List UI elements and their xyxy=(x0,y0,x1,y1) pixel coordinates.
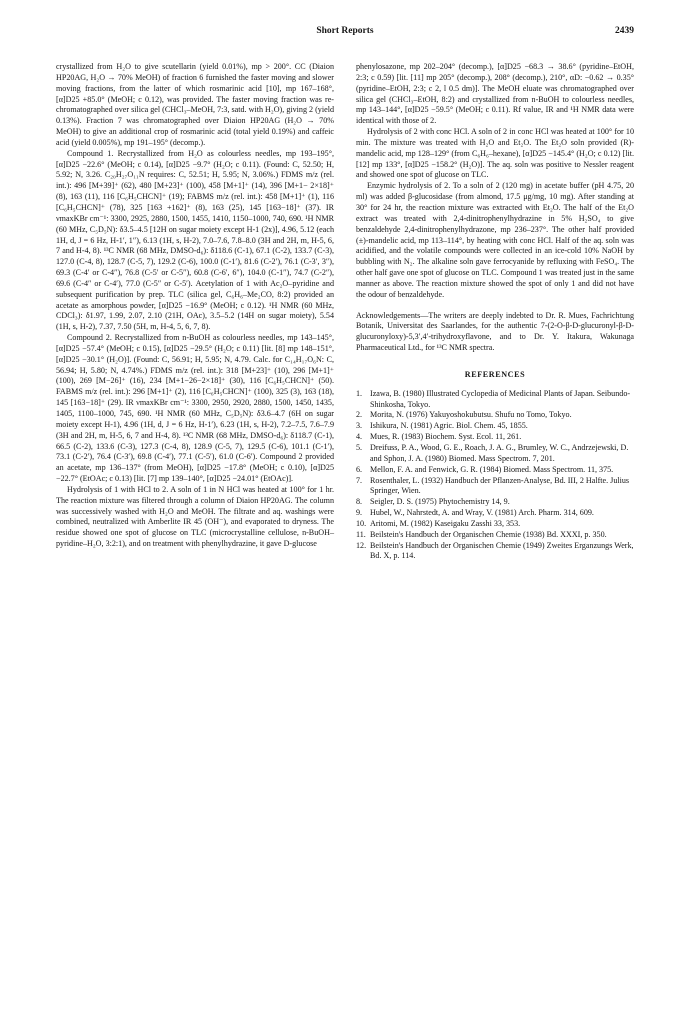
reference-item: 10. Aritomi, M. (1982) Kaseigaku Zasshi 33, 353. xyxy=(356,518,521,528)
page-header xyxy=(56,26,634,40)
reference-item: 12. Beilstein's Handbuch der Organischen Chemie (1949) Zweites Erganzungs Werk, Bd. X, p. 114. xyxy=(356,540,634,561)
paragraph-compound-1: Compound 1. Recrystallized from H₂O as colourless needles, mp 193–195°, [α]D25 −22.6° (MeOH; c 0.14), [α]D25 −9.7° (H₂O; c 0.11). (Found: C, 52.50; H, 5.92; N, 3.26. C₂₀H₂₇O₁₁N requires: C, 52.51; H, 5.95; N, 3.06%.) FDMS m/z (rel. int.): 496 [M+39]⁺ (62), 480 [M+23]⁺ (100), 458 [M+1]⁺ (14), 396 [M+1− 2×18]⁺ (8), 163 (11), 116 [C₆H₅CHCN]⁺ (19); FABMS m/z (rel. int.): 458 [M+1]⁺ (1), 116 [C₆H₅CHCN]⁺ (78), 325 [163 +162]⁺ (8), 163 (25), 145 [163−18]⁺ (37). IR νmaxKBr cm⁻¹: 3300, 2925, 2880, 1500, 1455, 1410, 1150–1000, 740, 690. ¹H NMR (60 MHz, C₅D₅N): δ3.5–4.5 [12H on sugar moiety except H-1 (2x)], 4.96, 5.12 (each 1H, d, J = 6 Hz, H-1′, 1″), 6.13 (1H, s, H-2), 7.0–7.6, 7.8–8.0 (3H and 2H, m, H-5, 6, 7 and H-4, 8). ¹³C NMR (68 MHz, DMSO-d₆): δ118.6 (C-1), 67.1 (C-2), 133.7 (C-3), 127.0 (C-4, 8), 128.7 (C-5, 7), 129.2 (C-6), 100.0 (C-1′), 81.6 (C-2′), 76.1 (C-3′, 3″), 69.3 (C-4′ or C-4″), 76.8 (C-5′ or C-5″), 60.8 (C-6′, 6″), 104.0 (C-1″), 74.7 (C-2″), 69.6 (C-4″ or C-4′), 77.0 (C-5″ or C-5′). Acetylation of 1 with Ac₂O–pyridine and subsequent purification by prep. TLC (silica gel, C₆H₆–Me₂CO, 8:2) provided an acetate as amorphous powder, [α]D25 −16.9° (MeOH; c 0.12). ¹H NMR (60 MHz, CDCl₃): δ1.97, 1.99, 2.07, 2.10 (21H, OAc), 3.5–5.2 (14H on sugar moiety), 5.54 (1H, s, H-2), 7.37, 7.50 (5H, m, H-4, 5, 6, 7, 8). xyxy=(56,148,334,332)
reference-item: 4. Mues, R. (1983) Biochem. Syst. Ecol. 11, 261. xyxy=(356,432,522,442)
reference-item: 11. Beilstein's Handbuch der Organischen Chemie (1938) Bd. XXXI, p. 350. xyxy=(356,529,607,539)
reference-item: 2. Morita, N. (1976) Yakuyoshokubutsu. Shufu no Tomo, Tokyo. xyxy=(356,410,572,420)
page-number: 2439 xyxy=(615,26,634,36)
paragraph-hydrolysis-conc-hcl: Hydrolysis of 2 with conc HCl. A soln of 2 in conc HCl was heated at 100° for 10 min. The mixture was treated with H₂O and Et₂O. The Et₂O soln provided (R)-mandelic acid, mp 128–129° (from C₆H₆–hexane), [α]D25 −145.4° (H₂O; c 0.12) [lit. [12] mp 133°, [α]D25 −158.2° (H₂O)]. The aq. soln was positive to Nessler reagent and showed one spot of glucose on TLC. xyxy=(356,127,634,180)
reference-item: 1. Izawa, B. (1980) Illustrated Cyclopedia of Medicinal Plants of Japan. Seibundo-Shinkosha, Tokyo. xyxy=(356,388,631,409)
running-title: Short Reports xyxy=(316,26,374,36)
paragraph-phenylosazone: phenylosazone, mp 202–204° (decomp.), [α]D25 −68.3 → 38.6° (pyridine–EtOH, 2:3; c 0.59) [lit. [11] mp 205° (decomp.), 208° (decomp.), 210°, αD: −0.62 → 0.35° (pyridine–EtOH, 2:3; c 2, l 0.5 dm)]. The MeOH eluate was chromatographed over silica gel (CHCl₃–EtOH, 8:2) and crystallized from n-BuOH to colourless needles, mp 143–144°, [α]D25 −59.5° (MeOH; c 0.11). Rf value, IR and ¹H NMR data were identical with those of 2. xyxy=(356,62,634,126)
reference-item: 6. Mellon, F. A. and Fenwick, G. R. (1984) Biomed. Mass Spectrom. 11, 375. xyxy=(356,464,614,474)
paragraph-enzymic-hydrolysis: Enzymic hydrolysis of 2. To a soln of 2 (120 mg) in acetate buffer (pH 4.75, 20 ml) was added β-glucosidase (from almond, 17.5 μg/mg, 10 mg). After standing at 30° for 24 hr, the reaction mixture was extracted with Et₂O. The half of the Et₂O extract was treated with 2,4-dinitrophenylhydrazine in 5% H₂SO₄ to give benzaldehyde 2,4-dinitrophenylhydrazone, mp 236–237°. The other half provided (±)-mandelic acid, mp 113–114°, by heating with conc HCl. Half of the aq. soln was acidified, and the volatile compounds were collected in an ice-cold 10% NaOH by bubbling with N₂. The alkaline soln gave ferrocyanide by refluxing with FeSO₄. The other half gave one spot of glucose on TLC. Compound 1 was treated just in the same manner as above. The reaction mixture showed the spot of only 1 and did not have the odour of benzaldehyde. xyxy=(356,181,634,299)
references-list xyxy=(356,389,634,563)
acknowledgements: Acknowledgements—The writers are deeply indebted to Dr. R. Mues, Fachrichtung Botanik, Universitat des Saarlandes, for the authentic 7-(2-O-β-D-glucuronyl-β-D-glucuronyloxy)-5,3′,4′-trihydroxyflavone, and to Dr. Y. Itakura, Wakunaga Pharmaceutical Ltd., for ¹³C NMR spectra. xyxy=(356,310,634,353)
reference-item: 5. Dreifuss, P. A., Wood, G. E., Roach, J. A. G., Brumley, W. C., Andrzejewski, D. and Sphon, J. A. (1980) Biomed. Mass Spectrom. 7, 201. xyxy=(356,443,629,463)
right-column xyxy=(356,62,634,562)
references-heading: REFERENCES xyxy=(464,369,526,379)
paragraph-scutellarin: crystallized from H₂O to give scutellarin (yield 0.01%), mp > 200°. CC (Diaion HP20AG, H₂O → 70% MeOH) of fraction 6 furnished the faster moving and slower moving fractions, from the latter of which rosmarinic acid [10], mp 167–168°, [α]D25 +85.0° (MeOH; c 0.12), was provided. The faster moving fraction was re-chromatographed over silica gel (CHCl₃–MeOH, 7:3, satd. with H₂O), giving 2 (yield 0.13%). Fraction 7 was chromatographed over Diaion HP20AG (H₂O → 70% MeOH) to give an additional crop of rosmarinic acid (total yield 0.19%) and caffeic acid (yield 0.005%), mp 191–195° (decomp.). xyxy=(56,62,334,147)
reference-item: 9. Hubel, W., Nahrstedt, A. and Wray, V. (1981) Arch. Pharm. 314, 609. xyxy=(356,508,594,518)
reference-item: 7. Rosenthaler, L. (1932) Handbuch der Pflanzen-Analyse, Bd. III, 2 Halfte. Julius Springer, Wien. xyxy=(356,475,630,496)
reference-item: 3. Ishikura, N. (1981) Agric. Biol. Chem. 45, 1855. xyxy=(356,421,528,431)
paragraph-hydrolysis-hcl: Hydrolysis of 1 with HCl to 2. A soln of 1 in N HCl was heated at 100° for 1 hr. The reaction mixture was filtered through a column of Diaion HP20AG. The column was successively washed with H₂O and MeOH. The filtrate and aq. washings were combined, neutralized with Amberlite IR 45 (OH⁻), and evaporated to dryness. The residue showed one spot of glucose on TLC (microcrystalline cellulose, n-BuOH–pyridine–H₂O, 3:2:1), and on treatment with phenylhydrazine, it gave D-glucose xyxy=(56,484,334,549)
left-column xyxy=(56,62,334,550)
paragraph-compound-2: Compound 2. Recrystallized from n-BuOH as colourless needles, mp 143–145°, [α]D25 −57.4° (MeOH; c 0.15), [α]D25 −29.5° (H₂O; c 0.11) [lit. [8] mp 148–151°, [α]D25 −30.1° (H₂O)]. (Found: C, 56.91; H, 5.95; N, 4.79. Calc. for C₁₄H₁₇O₆N: C, 56.94; H, 5.80; N, 4.74%.) FDMS m/z (rel. int.): 318 [M+23]⁺ (10), 296 [M+1]⁺ (100), 269 [M−26]⁺ (16), 234 [M+1−26−2×18]⁺ (30), 116 [C₆H₅CHCN]⁺ (50). FABMS m/z (rel. int.): 296 [M+1]⁺ (2), 116 [C₆H₅CHCN]⁺ (100), 325 (3), 163 (18), 145 [163−18]⁺ (29). IR νmaxKBr cm⁻¹: 3300, 2950, 2920, 2880, 1500, 1450, 1435, 1405, 1100–1000, 745, 690. ¹H NMR (60 MHz, C₅D₅N): δ3.6–4.7 (6H on sugar moiety except H-1), 4.96 (1H, d, J = 6 Hz, H-1′), 6.23 (1H, s, H-2), 7.2–7.5, 7.6–7.9 (3H and 2H, m, H-5, 6, 7 and H-4, 8). ¹³C NMR (68 MHz, DMSO-d₆): δ118.7 (C-1), 66.5 (C-2), 133.6 (C-3), 127.3 (C-4, 8), 128.9 (C-5, 7), 129.5 (C-6), 101.1 (C-1′), 73.1 (C-2′), 76.4 (C-3′), 69.8 (C-4′), 77.1 (C-5′), 61.0 (C-6′). Compound 2 provided an acetate, mp 136–137° (from MeOH), [α]D25 −17.8° (MeOH; c 0.10), [α]D25 −22.7° (EtOAc; c 0.13) [lit. [7] mp 139–140°, [α]D25 −24.01° (EtOAc)]. xyxy=(56,333,334,484)
reference-item: 8. Seigler, D. S. (1975) Phytochemistry 14, 9. xyxy=(356,497,510,507)
